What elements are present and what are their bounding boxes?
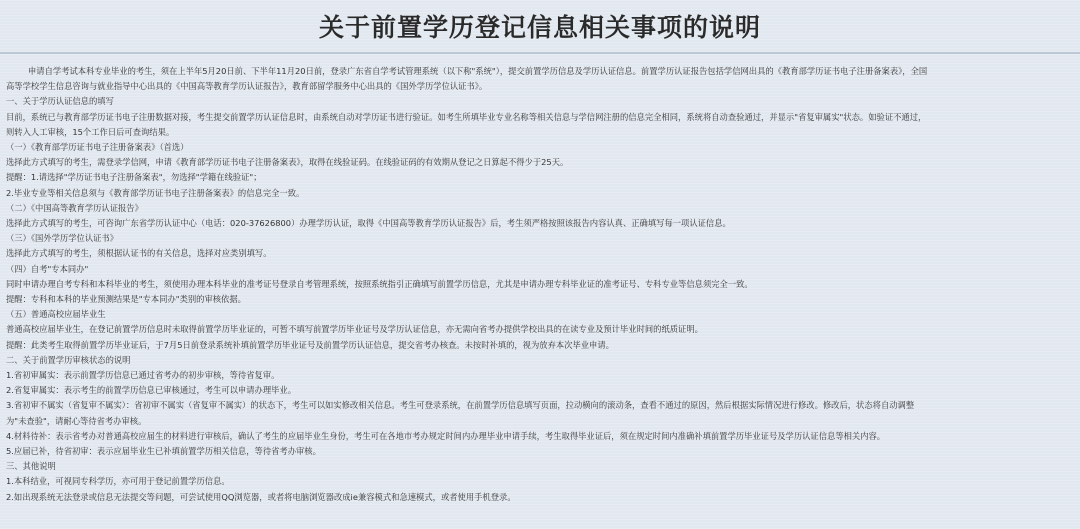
subsection-heading: （三）《国外学历学位认证书》 (6, 233, 119, 244)
subsection-heading: （一）《教育部学历证书电子注册备案表》（首选） (6, 142, 189, 153)
body-line: 目前，系统已与教育部学历证书电子注册数据对接，考生提交前置学历认证信息时，由系统自动对学历证书进行验证。如考生所填毕业专业名称等相关信息与学信网注册的信息完全相同，系统将自动查验通过，并显示"省复审属实"状态。如验证不通过， (6, 111, 927, 122)
document-body (6, 64, 1074, 505)
body-line: 2.毕业专业等相关信息须与《教育部学历证书电子注册备案表》的信息完全一致。 (6, 187, 305, 198)
section-heading: 二、关于前置学历审核状态的说明 (6, 354, 131, 365)
body-line: 选择此方式填写的考生，须根据认证书的有关信息，选择对应类别填写。 (6, 248, 272, 259)
body-line: 高等学校学生信息咨询与就业指导中心出具的《中国高等教育学历认证报告》，教育部留学服务中心出具的《国外学历学位认证书》。 (6, 81, 488, 92)
section-heading: 一、关于学历认证信息的填写 (6, 96, 114, 107)
note-line: 1.本科结业，可视同专科学历，亦可用于登记前置学历信息。 (6, 476, 230, 487)
status-line: 5.应届已补，待省初审：表示应届毕业生已补填前置学历相关信息，等待省考办审核。 (6, 446, 321, 457)
document-title: 关于前置学历登记信息相关事项的说明 (318, 13, 761, 42)
section-heading: 三、其他说明 (6, 461, 56, 472)
title-divider (0, 52, 1080, 54)
status-line: 3.省初审不属实（省复审不属实）：省初审不属实（省复审不属实）的状态下，考生可以如实修改相关信息。考生可登录系统，在前置学历信息填写页面，拉动横向的滚动条，查看不通过的原因，然后根据实际情况进行修改。修改后，状态将自动调整 (6, 400, 915, 411)
subsection-heading: （五）普通高校应届毕业生 (6, 309, 106, 320)
status-line: 2.省复审属实：表示考生的前置学历信息已审核通过，考生可以申请办理毕业。 (6, 385, 297, 396)
body-line: 同时申请办理自考专科和本科毕业的考生，须使用办理本科毕业的准考证号登录自考管理系统，按照系统指引正确填写前置学历信息，尤其是申请办理专科毕业证的准考证号、专科专业等信息须完全一致。 (6, 278, 753, 289)
body-line: 为"未查验"，请耐心等待省考办审核。 (6, 415, 147, 426)
body-line: 选择此方式填写的考生，可咨询广东省学历认证中心（电话：020-37626800）办理学历认证，取得《中国高等教育学历认证报告》后，考生须严格按照该报告内容认真、正确填写每一项认证信息。 (6, 218, 731, 229)
status-line: 4.材料待补：表示省考办对普通高校应届生的材料进行审核后，确认了考生的应届毕业生身份，考生可在各地市考办规定时间内办理毕业申请手续，考生取得毕业证后，须在规定时间内准确补填前置学历毕业证号及学历认证信息等相关内容。 (6, 430, 886, 441)
subsection-heading: （二）《中国高等教育学历认证报告》 (6, 202, 143, 213)
reminder-line: 提醒：1.请选择"学历证书电子注册备案表"，勿选择"学籍在线验证"； (6, 172, 262, 183)
body-line: 普通高校应届毕业生，在登记前置学历信息时未取得前置学历毕业证的，可暂不填写前置学历毕业证号及学历认证信息，亦无需向省考办提供学校出具的在读专业及预计毕业时间的纸质证明。 (6, 324, 703, 335)
reminder-line: 提醒：此类考生取得前置学历毕业证后，于7月5日前登录系统补填前置学历毕业证号及前置学历认证信息，提交省考办核查。未按时补填的，视为放弃本次毕业申请。 (6, 339, 614, 350)
subsection-heading: （四）自考"专本同办" (6, 263, 89, 274)
status-line: 1.省初审属实：表示前置学历信息已通过省考办的初步审核，等待省复审。 (6, 370, 280, 381)
body-line: 则转入人工审核，15个工作日后可查询结果。 (6, 126, 175, 137)
body-line: 申请自学考试本科专业毕业的考生，须在上半年5月20日前、下半年11月20日前，登录广东省自学考试管理系统（以下称"系统"），提交前置学历信息及学历认证信息。前置学历认证报告包括学信网出具的《教育部学历证书电子注册备案表》，全国 (28, 66, 928, 76)
body-line: 选择此方式填写的考生，需登录学信网，申请《教育部学历证书电子注册备案表》，取得在线验证码。在线验证码的有效期从登记之日算起不得少于25天。 (6, 157, 569, 168)
note-line: 2.如出现系统无法登录或信息无法提交等问题，可尝试使用QQ浏览器，或者将电脑浏览器改成ie兼容模式和急速模式，或者使用手机登录。 (6, 491, 516, 502)
reminder-line: 提醒：专科和本科的毕业预测结果是"专本同办"类别的审核依据。 (6, 294, 246, 305)
